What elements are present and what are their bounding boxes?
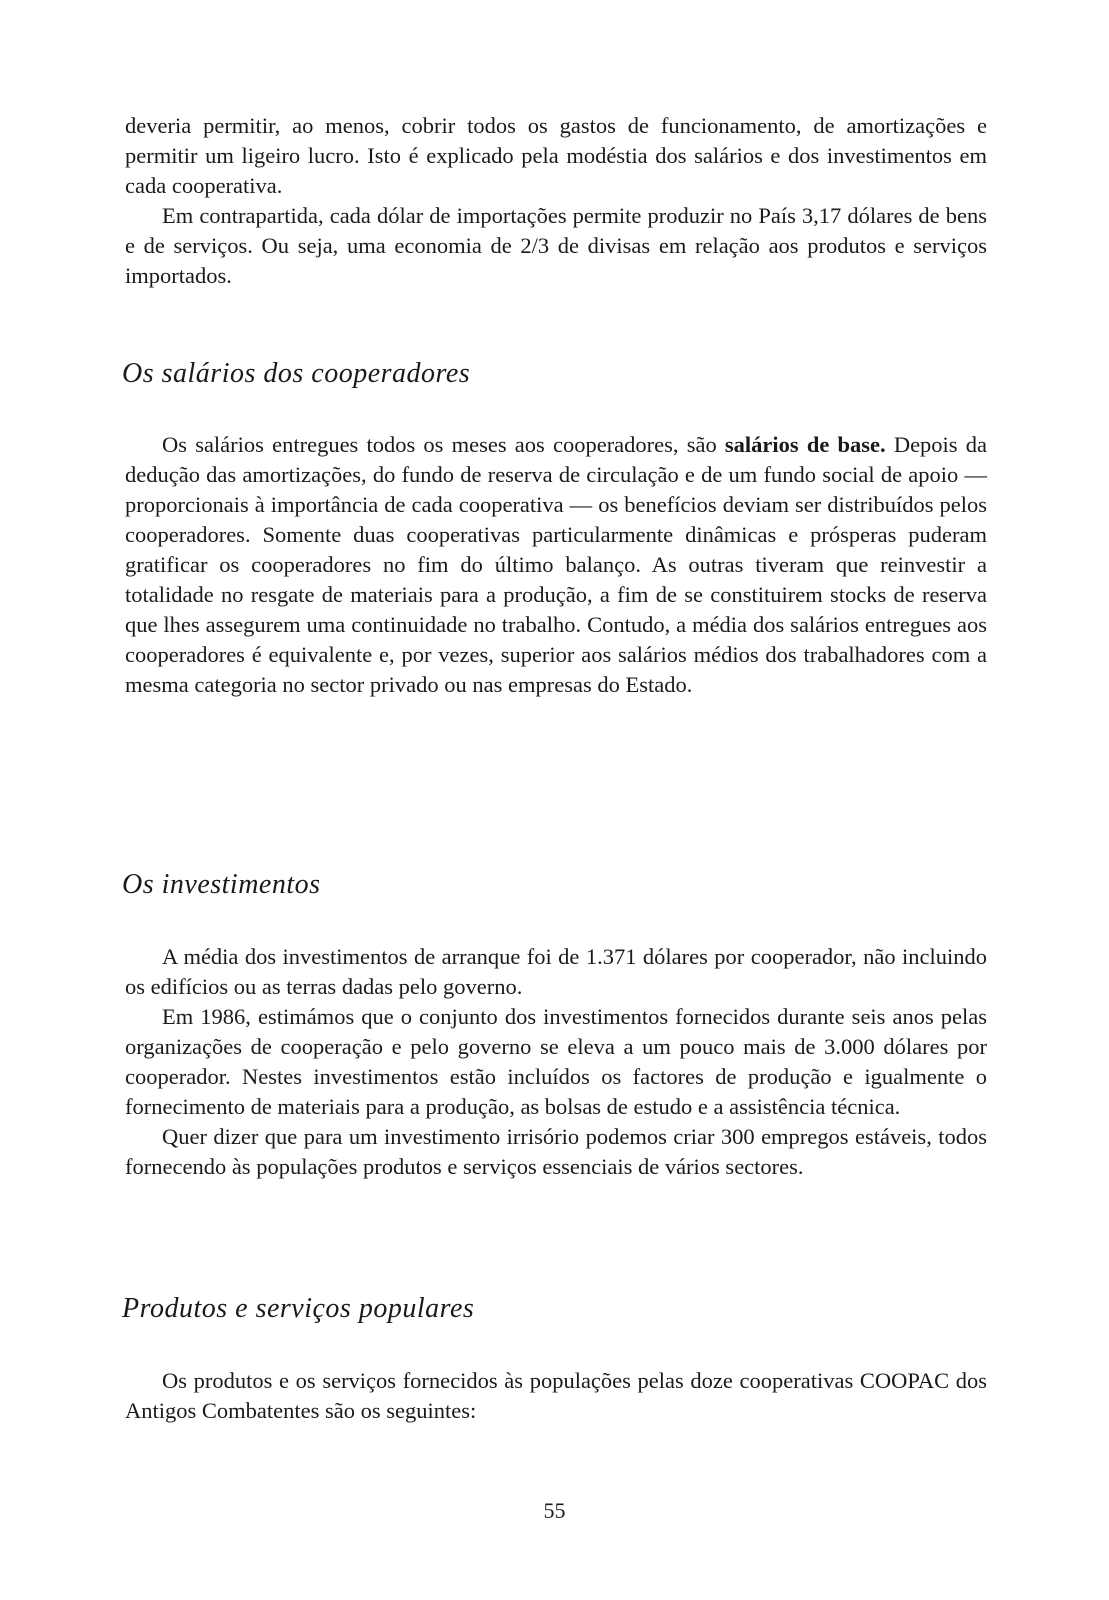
section-heading-produtos: Produtos e serviços populares (122, 1293, 475, 1324)
produtos-paragraph-1: Os produtos e os serviços fornecidos às populações pelas doze cooperativas COOPAC dos Antigos Combatentes são os seguintes: (125, 1368, 987, 1423)
investimentos-text (125, 942, 987, 1182)
salarios-paragraph (125, 430, 987, 700)
section-heading-salarios: Os salários dos cooperadores (122, 358, 471, 389)
intro-paragraph-1: deveria permitir, ao menos, cobrir todos os gastos de funcionamento, de amortizações e permitir um ligeiro lucro. Isto é explicado pela modéstia dos salários e dos investimentos em cada cooperativa. (125, 113, 987, 198)
investimentos-paragraph-1: A média dos investimentos de arranque foi de 1.371 dólares por cooperador, não incluindo os edifícios ou as terras dadas pelo governo. (125, 944, 987, 999)
page-number: 55 (543, 1498, 566, 1523)
salarios-text-rest: Depois da dedução das amortizações, do fundo de reserva de circulação e de um fundo social de apoio — proporcionais à importância de cada cooperativa — os benefícios deviam ser distribuídos pelos cooperadores. Somente duas cooperativas particularmente dinâmicas e prósperas puderam gratificar os cooperadores no fim do último balanço. As outras tiveram que reinvestir a totalidade no resgate de materiais para a produção, a fim de se constituirem stocks de reserva que lhes assegurem uma continuidade no trabalho. Contudo, a média dos salários entregues aos cooperadores é equivalente e, por vezes, superior aos salários médios dos trabalhadores com a mesma categoria no sector privado ou nas empresas do Estado. (125, 432, 987, 697)
salarios-text (125, 430, 987, 700)
produtos-text (125, 1366, 987, 1426)
investimentos-paragraph-2: Em 1986, estimámos que o conjunto dos investimentos fornecidos durante seis anos pelas organizações de cooperação e pelo governo se eleva a um pouco mais de 3.000 dólares por cooperador. Nestes investimentos estão incluídos os factores de produção e igualmente o fornecimento de materiais para a produção, as bolsas de estudo e a assistência técnica. (125, 1004, 987, 1119)
section-heading-investimentos: Os investimentos (122, 869, 321, 900)
salarios-de-base-bold: salários de base. (724, 432, 886, 457)
investimentos-paragraph-3: Quer dizer que para um investimento irrisório podemos criar 300 empregos estáveis, todos fornecendo às populações produtos e serviços essenciais de vários sectores. (125, 1124, 987, 1179)
intro-text (125, 111, 987, 291)
salarios-text-start: Os salários entregues todos os meses aos cooperadores, são (162, 432, 725, 457)
intro-paragraph-2: Em contrapartida, cada dólar de importações permite produzir no País 3,17 dólares de bens e de serviços. Ou seja, uma economia de 2/3 de divisas em relação aos produtos e serviços importados. (125, 203, 987, 288)
